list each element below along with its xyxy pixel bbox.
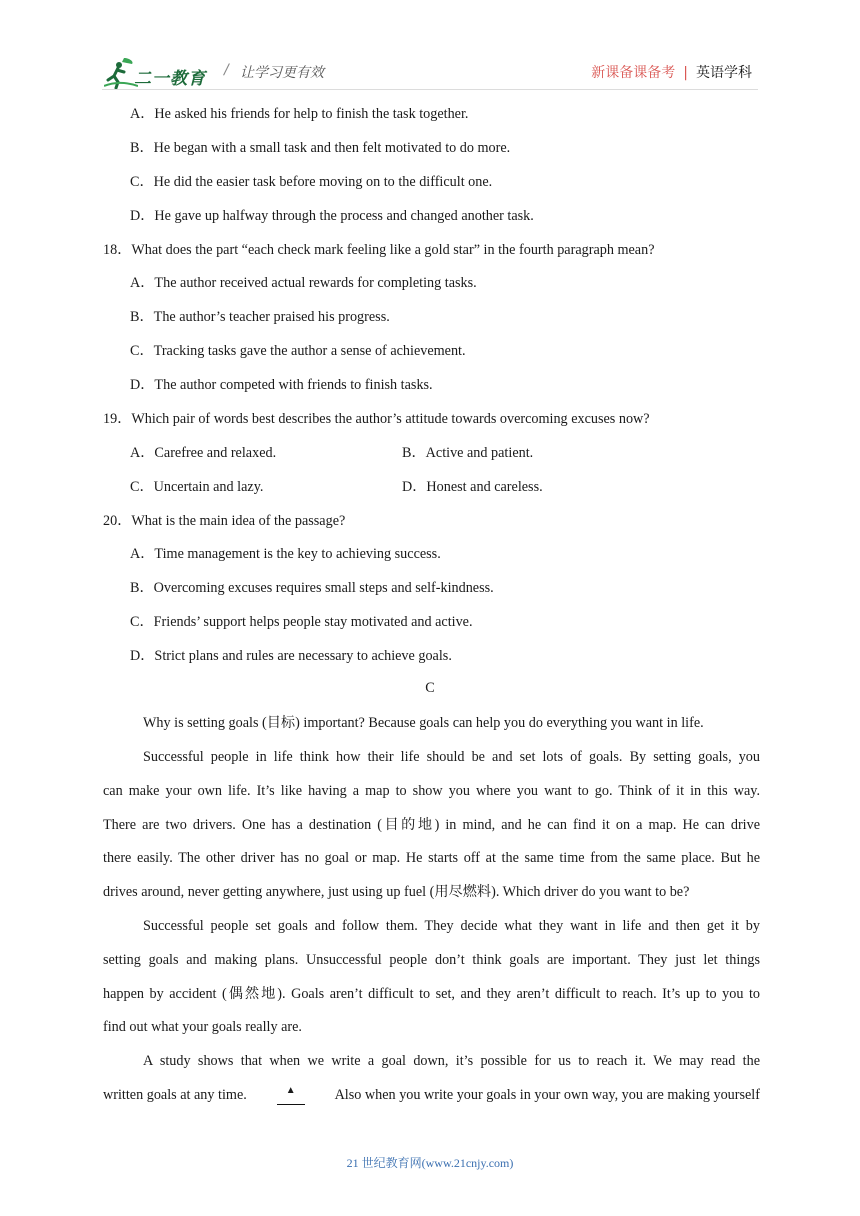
q19-option-a: A．Carefree and relaxed. <box>130 445 277 461</box>
passage-paragraph-1: Why is setting goals (目标) important? Because goals can help you do everything you want in life. <box>143 715 704 731</box>
q20-option-a: A．Time management is the key to achieving success. <box>130 546 441 562</box>
page-header <box>0 0 860 100</box>
passage-p2-line-5: drives around, never getting anywhere, just using up fuel (用尽燃料). Which driver do you want to be? <box>103 884 690 900</box>
q20-option-d: D．Strict plans and rules are necessary to achieve goals. <box>130 648 452 664</box>
passage-p4-line-2 <box>103 1085 760 1105</box>
q19-option-b: B．Active and patient. <box>402 445 534 461</box>
q20-option-c: C．Friends’ support helps people stay motivated and active. <box>130 614 473 630</box>
q18-option-d: D．The author competed with friends to finish tasks. <box>130 377 433 393</box>
passage-p4-line-2-end: Also when you write your goals in your own way, you are making yourself <box>334 1087 760 1103</box>
passage-p2-line-1: Successful people in life think how their life should be and set lots of goals. By setting goals, you <box>143 749 760 765</box>
page-footer: 21 世纪教育网(www.21cnjy.com) <box>346 1156 514 1170</box>
passage-p2-line-4: there easily. The other driver has no goal or map. He starts off at the same time from the same place. But he <box>103 850 760 866</box>
passage-p2-line-3: There are two drivers. One has a destination (目的地) in mind, and he can find it on a map. He can drive <box>103 817 760 833</box>
q17-option-c: C．He did the easier task before moving on to the difficult one. <box>130 174 493 190</box>
passage-p4-line-2-start: written goals at any time. <box>103 1087 247 1103</box>
q20-option-b: B．Overcoming excuses requires small steps and self-kindness. <box>130 580 494 596</box>
answer-blank: ▲ <box>277 1085 305 1105</box>
passage-p3-line-3: happen by accident (偶然地). Goals aren’t difficult to set, and they aren’t difficult to reach. It’s up to you to <box>103 986 760 1002</box>
q18-option-a: A．The author received actual rewards for completing tasks. <box>130 275 477 291</box>
section-title: C <box>425 680 435 696</box>
logo-text: 二一教育 <box>134 69 206 89</box>
passage-p3-line-1: Successful people set goals and follow them. They decide what they want in life and then get it by <box>143 918 760 934</box>
q17-option-b: B．He began with a small task and then felt motivated to do more. <box>130 140 511 156</box>
slogan-separator: / <box>224 62 229 78</box>
header-subject-label: 英语学科 <box>696 65 752 81</box>
header-separator: | <box>683 65 688 81</box>
q19-option-d: D．Honest and careless. <box>402 479 543 495</box>
passage-p2-line-2: can make your own life. It’s like having a map to show you where you want to go. Think of it in this way. <box>103 783 760 799</box>
q17-option-a: A．He asked his friends for help to finish the task together. <box>130 106 469 122</box>
runner-logo-icon <box>104 56 138 90</box>
header-divider <box>102 89 758 90</box>
slogan: 让学习更有效 <box>240 65 324 81</box>
logo <box>104 56 216 90</box>
q20-stem: 20．What is the main idea of the passage? <box>103 513 346 529</box>
passage-p3-line-4: find out what your goals really are. <box>103 1019 302 1035</box>
q18-stem: 18．What does the part “each check mark feeling like a gold star” in the fourth paragraph mean? <box>103 242 655 258</box>
passage-p4-line-1: A study shows that when we write a goal down, it’s possible for us to reach it. We may read the <box>143 1053 760 1069</box>
q18-option-b: B．The author’s teacher praised his progress. <box>130 309 390 325</box>
header-right <box>591 62 752 82</box>
q19-option-c: C．Uncertain and lazy. <box>130 479 264 495</box>
q19-stem: 19．Which pair of words best describes the author’s attitude towards overcoming excuses now? <box>103 411 650 427</box>
header-course-label: 新课备课备考 <box>591 65 676 81</box>
q17-option-d: D．He gave up halfway through the process and changed another task. <box>130 208 534 224</box>
passage-p3-line-2: setting goals and making plans. Unsuccessful people don’t think goals are important. They just let things <box>103 952 760 968</box>
q18-option-c: C．Tracking tasks gave the author a sense of achievement. <box>130 343 466 359</box>
